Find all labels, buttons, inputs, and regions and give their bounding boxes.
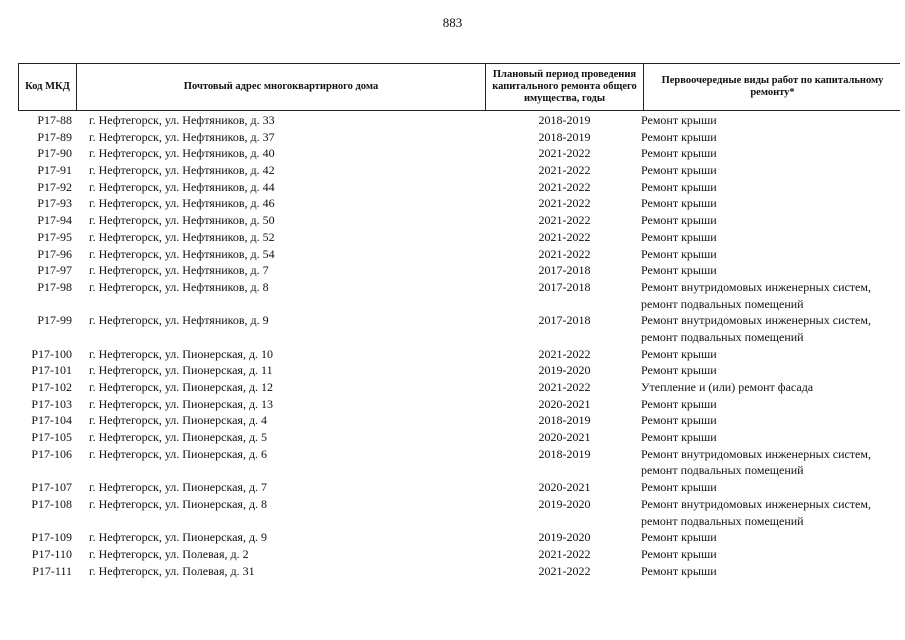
cell-works: Ремонт крыши	[641, 163, 717, 178]
cell-period: 2021-2022	[538, 196, 591, 211]
header-address: Почтовый адрес многоквартирного дома	[77, 64, 486, 110]
header-code: Код МКД	[19, 64, 77, 110]
cell-address: г. Нефтегорск, ул. Пионерская, д. 12	[89, 380, 274, 395]
cell-period: 2019-2020	[538, 530, 591, 545]
cell-period: 2020-2021	[538, 396, 591, 411]
table-row	[18, 312, 900, 345]
header-period: Плановый период проведения капитального ремонта общего имущества, годы	[486, 64, 644, 110]
cell-address: г. Нефтегорск, ул. Нефтяников, д. 9	[89, 313, 269, 328]
cell-period: 2017-2018	[538, 313, 591, 328]
cell-code: Р17-91	[37, 163, 72, 178]
table-row	[18, 479, 900, 496]
table-header	[18, 63, 900, 111]
cell-address: г. Нефтегорск, ул. Пионерская, д. 5	[89, 430, 268, 445]
cell-works: Ремонт внутридомовых инженерных систем, ремонт подвальных помещений	[641, 279, 871, 311]
cell-period: 2018-2019	[538, 446, 591, 461]
cell-works: Ремонт крыши	[641, 229, 717, 244]
table-row	[18, 229, 900, 246]
cell-code: Р17-108	[31, 496, 72, 511]
cell-period: 2017-2018	[538, 279, 591, 294]
cell-period: 2018-2019	[538, 129, 591, 144]
cell-code: Р17-109	[31, 530, 72, 545]
cell-address: г. Нефтегорск, ул. Нефтяников, д. 50	[89, 213, 275, 228]
cell-address: г. Нефтегорск, ул. Нефтяников, д. 44	[89, 179, 275, 194]
cell-address: г. Нефтегорск, ул. Пионерская, д. 9	[89, 530, 268, 545]
table-row	[18, 546, 900, 563]
cell-address: г. Нефтегорск, ул. Нефтяников, д. 52	[89, 229, 275, 244]
cell-code: Р17-99	[37, 313, 72, 328]
cell-works: Ремонт крыши	[641, 246, 717, 261]
cell-period: 2021-2022	[538, 179, 591, 194]
table-row	[18, 563, 900, 580]
cell-address: г. Нефтегорск, ул. Нефтяников, д. 54	[89, 246, 275, 261]
cell-address: г. Нефтегорск, ул. Пионерская, д. 8	[89, 496, 268, 511]
cell-code: Р17-90	[37, 146, 72, 161]
cell-address: г. Нефтегорск, ул. Полевая, д. 31	[89, 563, 255, 578]
cell-code: Р17-93	[37, 196, 72, 211]
cell-address: г. Нефтегорск, ул. Нефтяников, д. 33	[89, 113, 275, 127]
cell-period: 2018-2019	[538, 113, 591, 127]
cell-address: г. Нефтегорск, ул. Нефтяников, д. 8	[89, 279, 269, 294]
table-row	[18, 179, 900, 196]
cell-period: 2019-2020	[538, 496, 591, 511]
cell-period: 2021-2022	[538, 213, 591, 228]
header-works: Первоочередные виды работ по капитальному ремонту*	[661, 75, 884, 98]
cell-code: Р17-98	[37, 279, 72, 294]
table-row	[18, 129, 900, 146]
table-row	[18, 346, 900, 363]
cell-works: Ремонт внутридомовых инженерных систем, ремонт подвальных помещений	[641, 313, 871, 344]
cell-address: г. Нефтегорск, ул. Пионерская, д. 10	[89, 346, 274, 361]
cell-address: г. Нефтегорск, ул. Нефтяников, д. 46	[89, 196, 275, 211]
cell-period: 2021-2022	[538, 146, 591, 161]
cell-code: Р17-110	[31, 546, 72, 561]
cell-address: г. Нефтегорск, ул. Пионерская, д. 13	[89, 396, 274, 411]
cell-works: Ремонт крыши	[641, 396, 717, 411]
cell-works: Ремонт крыши	[641, 430, 717, 445]
cell-address: г. Нефтегорск, ул. Нефтяников, д. 42	[89, 163, 275, 178]
table-row	[18, 412, 900, 429]
cell-works: Ремонт крыши	[641, 146, 717, 161]
table-row	[18, 262, 900, 279]
table-row	[18, 246, 900, 263]
cell-works: Ремонт крыши	[641, 546, 717, 561]
cell-works: Ремонт крыши	[641, 263, 717, 278]
cell-works: Ремонт крыши	[641, 346, 717, 361]
cell-period: 2018-2019	[538, 413, 591, 428]
table-row	[18, 496, 900, 529]
cell-period: 2020-2021	[538, 480, 591, 495]
cell-period: 2019-2020	[538, 363, 591, 378]
cell-works: Ремонт крыши	[641, 113, 717, 127]
cell-address: г. Нефтегорск, ул. Пионерская, д. 4	[89, 413, 268, 428]
cell-code: Р17-102	[31, 380, 72, 395]
cell-code: Р17-105	[31, 430, 72, 445]
cell-period: 2020-2021	[538, 430, 591, 445]
cell-address: г. Нефтегорск, ул. Полевая, д. 2	[89, 546, 249, 561]
table-row	[18, 279, 900, 312]
cell-code: Р17-95	[37, 229, 72, 244]
cell-period: 2021-2022	[538, 163, 591, 178]
cell-period: 2021-2022	[538, 346, 591, 361]
cell-works: Утепление и (или) ремонт фасада	[641, 380, 814, 395]
table-row	[18, 446, 900, 479]
cell-code: Р17-92	[37, 179, 72, 194]
cell-period: 2021-2022	[538, 563, 591, 578]
cell-code: Р17-103	[31, 396, 72, 411]
cell-works: Ремонт крыши	[641, 480, 717, 495]
cell-works: Ремонт крыши	[641, 563, 717, 578]
cell-code: Р17-107	[31, 480, 72, 495]
cell-code: Р17-106	[31, 446, 72, 461]
cell-address: г. Нефтегорск, ул. Нефтяников, д. 7	[89, 263, 269, 278]
cell-address: г. Нефтегорск, ул. Пионерская, д. 7	[89, 480, 268, 495]
table-row	[18, 112, 900, 129]
cell-works: Ремонт крыши	[641, 129, 717, 144]
table-row	[18, 396, 900, 413]
cell-code: Р17-97	[37, 263, 72, 278]
cell-code: Р17-94	[37, 213, 72, 228]
cell-address: г. Нефтегорск, ул. Нефтяников, д. 40	[89, 146, 275, 161]
cell-period: 2021-2022	[538, 229, 591, 244]
cell-code: Р17-96	[37, 246, 72, 261]
cell-period: 2017-2018	[538, 263, 591, 278]
cell-works: Ремонт крыши	[641, 530, 717, 545]
cell-code: Р17-101	[31, 363, 72, 378]
table-row	[18, 195, 900, 212]
table-row	[18, 429, 900, 446]
table-row	[18, 162, 900, 179]
cell-works: Ремонт крыши	[641, 213, 717, 228]
cell-period: 2021-2022	[538, 380, 591, 395]
table-row	[18, 379, 900, 396]
table-body	[18, 112, 900, 579]
cell-works: Ремонт внутридомовых инженерных систем, ремонт подвальных помещений	[641, 496, 871, 528]
cell-code: Р17-111	[32, 563, 72, 578]
cell-code: Р17-100	[31, 346, 72, 361]
cell-address: г. Нефтегорск, ул. Пионерская, д. 6	[89, 446, 268, 461]
cell-code: Р17-88	[37, 113, 72, 127]
page-number: 883	[442, 15, 463, 30]
table-row	[18, 529, 900, 546]
cell-period: 2021-2022	[538, 546, 591, 561]
table-row	[18, 212, 900, 229]
cell-works: Ремонт крыши	[641, 179, 717, 194]
cell-works: Ремонт крыши	[641, 363, 717, 378]
cell-code: Р17-89	[37, 129, 72, 144]
table-row	[18, 145, 900, 162]
cell-code: Р17-104	[31, 413, 72, 428]
cell-address: г. Нефтегорск, ул. Нефтяников, д. 37	[89, 129, 275, 144]
cell-period: 2021-2022	[538, 246, 591, 261]
cell-works: Ремонт крыши	[641, 413, 717, 428]
cell-works: Ремонт внутридомовых инженерных систем, ремонт подвальных помещений	[641, 446, 871, 478]
cell-address: г. Нефтегорск, ул. Пионерская, д. 11	[89, 363, 273, 378]
cell-works: Ремонт крыши	[641, 196, 717, 211]
table-row	[18, 362, 900, 379]
